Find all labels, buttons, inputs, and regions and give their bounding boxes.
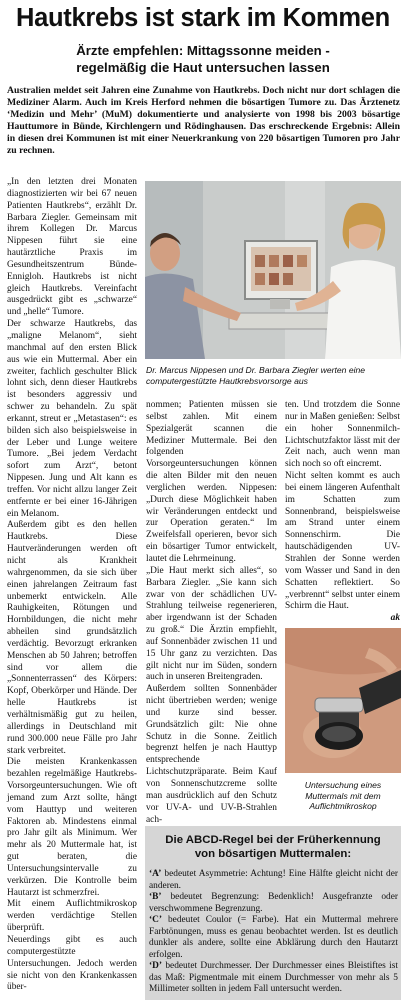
paragraph: nommen; Patienten müssen sie selbst zahlen. Mit einem Spezialgerät scannen die Mediziner Muttermale. Bei den folgenden Vorsorgeuntersuchungen können die alten Bilder mit den neuen verglichen werden. Nippesen: „Durch diese Möglichkeit haben wir Veränderungen entdeckt und zur Operation geraten.“ Im Zweifelsfall operieren, bevor sich ein bösartiger Tumor entwickelt, lautet die Lehrmeinung. — [146, 400, 277, 564]
paragraph: ten. Und trotzdem die Sonne nur in Maßen genießen: Selbst ein hoher Sonnenmilch-Lichtschutzfaktor lässt mit der Zeit nach, auch wenn man sich noch so oft eincremt. — [285, 400, 400, 470]
doctors-photo — [145, 181, 401, 359]
text-column-3 — [285, 400, 400, 625]
rule-item — [149, 961, 398, 996]
subheadline-line-1: Ärzte empfehlen: Mittagssonne meiden - — [76, 43, 330, 58]
headline: Hautkrebs ist stark im Kommen — [16, 4, 390, 32]
rule-item — [149, 869, 398, 892]
subheadline-line-2: regelmäßig die Haut untersuchen lassen — [76, 60, 330, 75]
paragraph: „Die Haut merkt sich alles“, so Barbara Ziegler. „Sie kann sich zwar von der schädlichen UV-Strahlung teilweise regenerieren, aber irgendwann ist der Schaden zu groß.“ Die Ärztin empfiehlt, auf Sonnenbäder zwischen 11 und 15 Uhr ganz zu verzichten. Das gilt nicht nur im Süden, sondern auch in unseren Breitengraden. — [146, 565, 277, 683]
box-title-line-2: von bösartigen Muttermalen: — [194, 848, 352, 860]
rule-letter: ‘D’ — [149, 961, 163, 971]
paragraph: Die meisten Krankenkassen bezahlen regelmäßige Hautkrebs-Vorsorgeuntersuchungen. Wie oft jemand zum Arzt sollte, hängt vom Hauttyp und weiteren Faktoren ab. Mindestens einmal pro Jahr gilt als Minimum. Wer mehr als 20 Muttermale hat, ist gut beraten, die Untersuchungsintervalle zu verkürzen. Die Kontrolle beim Hautarzt ist schmerzfrei. — [7, 757, 137, 898]
rule-text: bedeutet Asymmetrie: Achtung! Eine Hälfte gleicht nicht der anderen. — [149, 869, 398, 891]
paragraph: Außerdem sollten Sonnenbäder nicht übertrieben werden; wenige und kurze sind besser. Grundsätzlich gilt: Nie ohne Schutz in die Sonne. Zeitlich begrenzt helfen je nach Hauttyp entsprechende Lichtschutzpräparate. Beim Kauf von Sonnenschutzcreme sollte man ausdrücklich auf den Schutz vor UV-A- und UV-B-Strahlen ach- — [146, 684, 277, 825]
rule-letter: ‘B’ — [149, 892, 162, 902]
dermatoscope-illustration — [285, 628, 401, 773]
microscope-photo — [285, 628, 401, 773]
paragraph: Neuerdings gibt es auch computergestützte Untersuchungen. Jedoch werden sie nicht von den Krankenkassen über- — [7, 935, 137, 993]
lead-paragraph: Australien meldet seit Jahren eine Zunahme von Hautkrebs. Doch nicht nur dort schlagen die Mediziner Alarm. Auch im Kreis Herford nehmen die bösartigen Tumore zu. Das Ärztenetz ‘Medizin und Mehr’ (MuM) dokumentierte und analysierte von 1998 bis 2003 bösartige Hauttumore in Bünde, Kirchlengern und Rödinghausen. Das erschreckende Ergebnis: Allein in diesen drei Kommunen ist mit einer Neuerkrankung von 220 bösartigen Tumoren pro Jahr zu rechnen. — [7, 85, 400, 156]
paragraph: Mit einem Auflichtmikroskop werden verdächtige Stellen überprüft. — [7, 899, 137, 934]
rule-letter: ‘C’ — [149, 915, 163, 925]
rule-text: bedeutet Coulor (= Farbe). Hat ein Muttermal mehrere Farbtönungen, muss es genau beobachtet werden. Ist es deutlich dunkler als andere, sollte eine Abklärung durch den Hautarzt erfolgen. — [149, 915, 398, 960]
box-title-line-1: Die ABCD-Regel bei der Früherkennung — [165, 834, 381, 846]
paragraph: Nicht selten kommt es auch bei einem längeren Aufenthalt im Schatten zum Sonnenbrand, beispielsweise am Strand unter einem Sonnenschirm. Die hautschädigenden UV-Strahlen der Sonne werden vom Wasser und Sand in den Schatten reflektiert. So „verbrennt“ selbst unter einem Schirm die Haut. — [285, 471, 400, 612]
paragraph: „In den letzten drei Monaten diagnostizierten wir bei 67 neuen Patienten Hautkrebs“, erzählt Dr. Barbara Ziegler. Gemeinsam mit ihrem Kollegen Dr. Marcus Nippesen führt sie eine hautärztliche Praxis im Gesundheitszentrum Bünde-Ennigloh. Hautkrebs ist nicht gleich Hautkrebs. Vereinfacht ausgedrückt gibt es „schwarze“ und „helle“ Tumore. — [7, 177, 137, 318]
abcd-rule-box — [145, 826, 401, 1000]
paragraph: Der schwarze Hautkrebs, das „maligne Melanom“, sieht manchmal auf den ersten Blick aus wie ein Muttermal. Aber ein zweiter, fachlich geschulter Blick lohnt sich, denn dieser Hautkrebs ist besonders aggressiv und schwer zu behandeln. Zu spät erkannt, streut er „Metastasen“: es bilden sich also beispielsweise in der Leber und Lunge weitere Tumore. „Bei jedem Verdacht sofort zum Arzt“, betont Nippesen. Jung und Alt kann es treffen. Vor nicht allzu langer Zeit entfernte er bei einer 16-Jährigen ein Melanom. — [7, 319, 137, 519]
rule-item — [149, 892, 398, 915]
subheadline — [0, 42, 406, 76]
photo-caption: Dr. Marcus Nippesen und Dr. Barbara Ziegler werten eine computergestützte Hautkrebsvorsorge aus — [146, 365, 366, 386]
text-column-2 — [146, 400, 277, 826]
doctors-illustration — [145, 181, 401, 359]
rule-item — [149, 915, 398, 961]
rule-text: bedeutet Begrenzung: Bedenklich! Ausgefranzte oder verschwommene Begrenzung. — [149, 892, 398, 914]
text-column-1 — [7, 177, 137, 994]
rule-letter: ‘A’ — [149, 869, 162, 879]
microscope-caption: Untersuchung eines Muttermals mit dem Auflichtmikroskop — [304, 780, 382, 811]
box-title — [145, 833, 401, 861]
author-initials: ak — [390, 613, 400, 624]
box-body — [149, 869, 398, 996]
paragraph: Außerdem gibt es den hellen Hautkrebs. Diese Hautveränderungen werden oft nicht als Krankheit wahrgenommen, da sie sich über einen jahrelangen Zeitraum fast unbemerkt entwickeln. Alle Rauhigkeiten, Rötungen und Hornbildungen, die nicht mehr abheilen sind grundsätzlich verdächtig. Bevorzugt erkranken Menschen ab 50 Jahren; betroffen sind vor allem die „Sonnenterrassen“ des Körpers: Kopf, Oberkörper und Hände. Der helle Hautkrebs ist verhältnismäßig gut zu heilen, allerdings in Deutschland mit rund 300.000 neue Fälle pro Jahr stark verbreitet. — [7, 520, 137, 756]
rule-text: bedeutet Durchmesser. Der Durchmesser eines Bleistiftes ist das Maß: Pigmentmale mit einem Durchmesser von mehr als 5 Millimeter sollten in jedem Fall untersucht werden. — [149, 961, 398, 994]
